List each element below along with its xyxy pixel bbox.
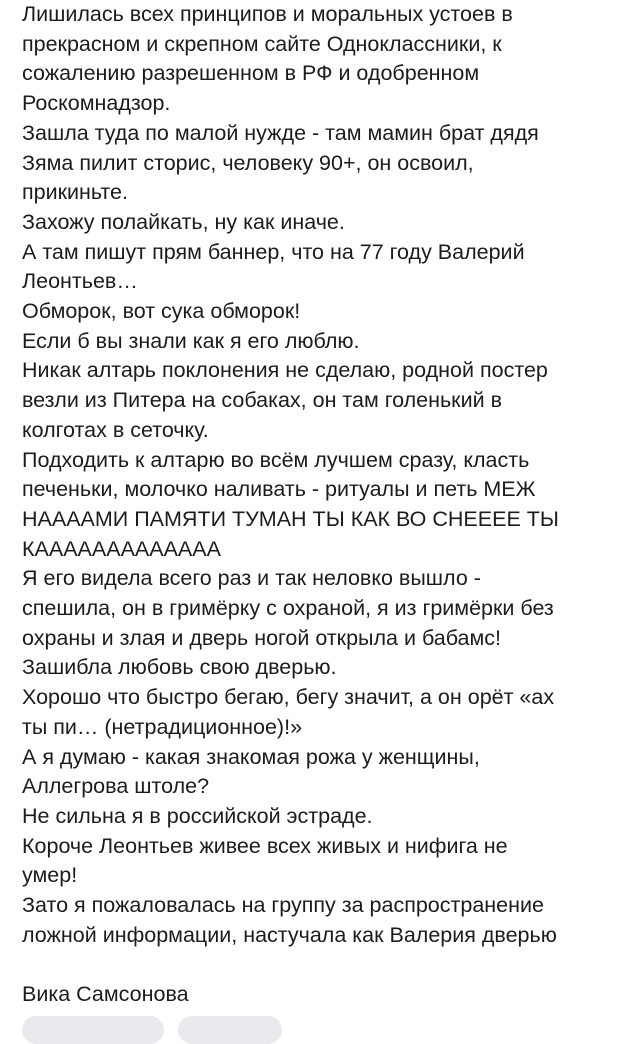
post-line: НААААМИ ПАМЯТИ ТУМАН ТЫ КАК ВО СНЕЕЕЕ ТЫ [22, 506, 559, 531]
post-line: Зашла туда по малой нужде - там мамин брат дядя [22, 120, 539, 145]
post-line: умер! [22, 863, 78, 888]
post-line: Я его видела всего раз и так неловко вышло - [22, 566, 481, 591]
post-line: ты пи… (нетрадиционное)!» [22, 714, 303, 739]
post-line: Леонтьев… [22, 269, 138, 294]
post-line: везли из Питера на собаках, он там голенький в [22, 388, 503, 413]
post-line: прикиньте. [22, 180, 128, 205]
post-line: Не сильна я в российской эстраде. [22, 803, 373, 828]
post-line: Если б вы знали как я его люблю. [22, 328, 360, 353]
post-text [22, 0, 632, 951]
post-line: ложной информации, настучала как Валерия дверью [22, 922, 557, 947]
post-line: Хорошо что быстро бегаю, бегу значит, а он орёт «ах [22, 685, 555, 710]
post-line: А я думаю - какая знакомая рожа у женщины, [22, 744, 480, 769]
post-line: колготах в сеточку. [22, 417, 209, 442]
post-line: Зато я пожаловалась на группу за распространение [22, 893, 544, 918]
post-line: Обморок, вот сука обморок! [22, 299, 301, 324]
post-line: печеньки, молочко наливать - ритуалы и петь МЕЖ [22, 477, 536, 502]
post-line: Короче Леонтьев живее всех живых и нифига не [22, 833, 508, 858]
post-line: Аллегрова штоле? [22, 774, 210, 799]
post-line: Зяма пилит сторис, человеку 90+, он освоил, [22, 150, 474, 175]
post-line: КААААААААААААА [22, 536, 221, 561]
post-line: охраны и злая и дверь ногой открыла и бабамс! [22, 625, 502, 650]
reaction-chip[interactable] [22, 1016, 164, 1044]
post-line: А там пишут прям баннер, что на 77 году Валерий [22, 239, 525, 264]
post-line: Лишилась всех принципов и моральных устоев в [22, 2, 513, 26]
post-line: прекрасном и скрепном сайте Одноклассники, к [22, 31, 502, 56]
post-line: спешила, он в гримёрку с охраной, я из гримёрки без [22, 596, 554, 621]
post-line: Зашибла любовь свою дверью. [22, 655, 337, 680]
post-line: Захожу полайкать, ну как иначе. [22, 209, 345, 234]
post-author[interactable]: Вика Самсонова [22, 982, 189, 1006]
post-line: Роскомнадзор. [22, 91, 171, 116]
post-line: Подходить к алтарю во всём лучшем сразу, класть [22, 447, 530, 472]
post-line: Никак алтарь поклонения не сделаю, родной постер [22, 358, 548, 383]
reaction-chip[interactable] [178, 1016, 282, 1044]
post-line: сожалению разрешенном в РФ и одобренном [22, 61, 480, 86]
